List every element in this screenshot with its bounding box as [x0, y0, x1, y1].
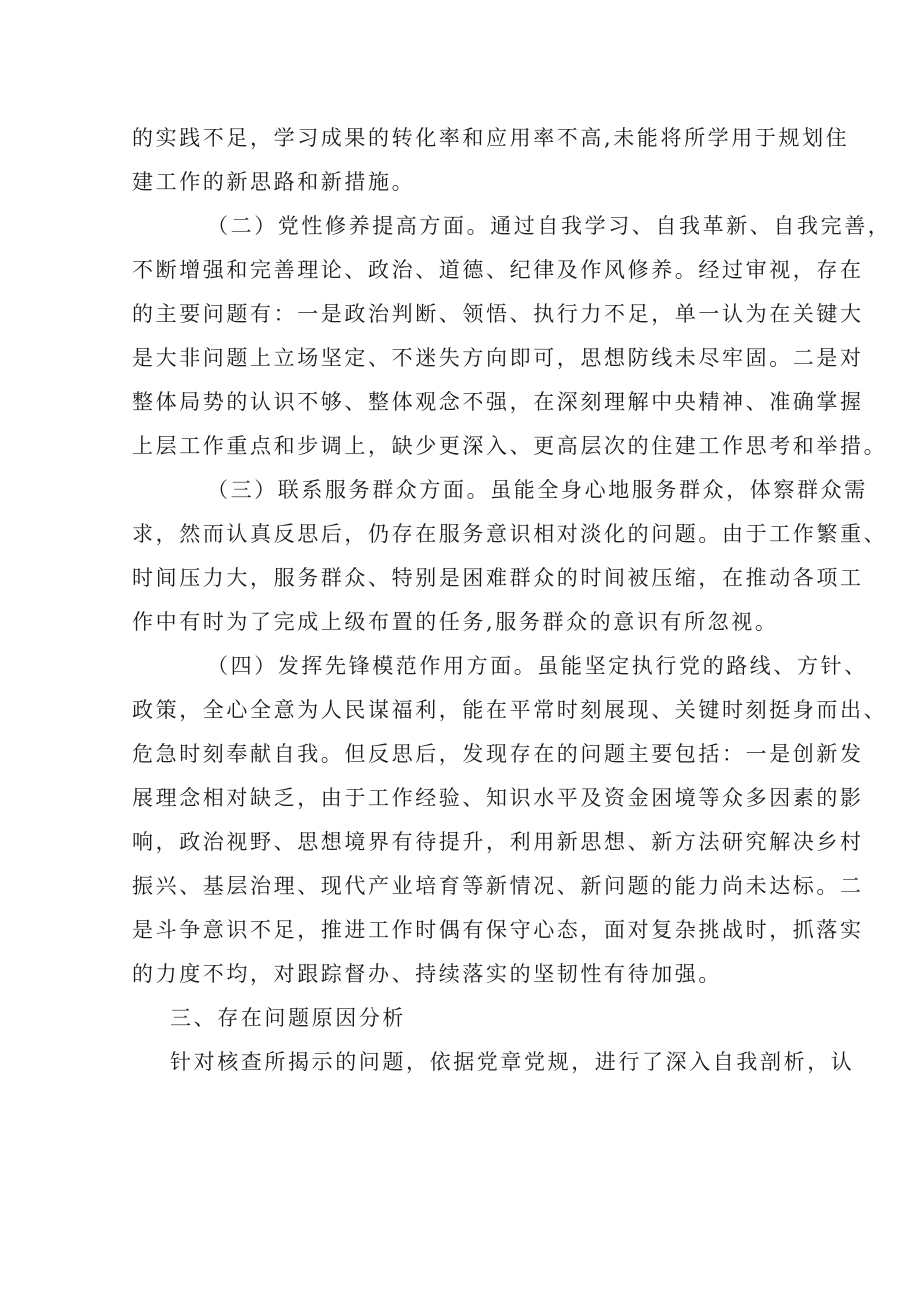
- paragraph-start-line: （四）发挥先锋模范作用方面。虽能坚定执行党的路线、方针、: [207, 654, 868, 678]
- paragraph-start-line: 针对核查所揭示的问题，依据党章党规，进行了深入自我剖析，认: [170, 1050, 855, 1074]
- section-heading: 三、存在问题原因分析: [170, 1006, 406, 1030]
- text-line: 的主要问题有：一是政治判断、领悟、执行力不足，单一认为在关键大: [132, 302, 864, 326]
- text-line: 的力度不均，对跟踪督办、持续落实的坚韧性有待加强。: [132, 962, 722, 986]
- text-line: 求，然而认真反思后，仍存在服务意识相对淡化的问题。由于工作繁重、: [132, 522, 888, 546]
- paragraph-start-line: （二）党性修养提高方面。通过自我学习、自我革新、自我完善，: [207, 214, 892, 238]
- text-line: 不断增强和完善理论、政治、道德、纪律及作风修养。经过审视，存在: [132, 258, 864, 282]
- text-line: 整体局势的认识不够、整体观念不强，在深刻理解中央精神、准确掌握: [132, 390, 864, 414]
- text-line: 危急时刻奉献自我。但反思后，发现存在的问题主要包括：一是创新发: [132, 742, 864, 766]
- text-line: 上层工作重点和步调上，缺少更深入、更高层次的住建工作思考和举措。: [132, 434, 888, 458]
- text-line: 政策，全心全意为人民谋福利，能在平常时刻展现、关键时刻挺身而出、: [132, 698, 888, 722]
- text-line: 是大非问题上立场坚定、不迷失方向即可，思想防线未尽牢固。二是对: [132, 346, 864, 370]
- text-line: 作中有时为了完成上级布置的任务,服务群众的意识有所忽视。: [132, 610, 779, 634]
- text-line: 振兴、基层治理、现代产业培育等新情况、新问题的能力尚未达标。二: [132, 874, 864, 898]
- text-line: 响，政治视野、思想境界有待提升，利用新思想、新方法研究解决乡村: [132, 830, 864, 854]
- text-line: 展理念相对缺乏，由于工作经验、知识水平及资金困境等众多因素的影: [132, 786, 864, 810]
- text-line: 建工作的新思路和新措施。: [132, 170, 416, 194]
- paragraph-start-line: （三）联系服务群众方面。虽能全身心地服务群众，体察群众需: [207, 478, 868, 502]
- text-line: 时间压力大，服务群众、特别是困难群众的时间被压缩，在推动各项工: [132, 566, 864, 590]
- text-line: 是斗争意识不足，推进工作时偶有保守心态，面对复杂挑战时，抓落实: [132, 918, 864, 942]
- text-line: 的实践不足，学习成果的转化率和应用率不高,未能将所学用于规划住: [132, 126, 850, 150]
